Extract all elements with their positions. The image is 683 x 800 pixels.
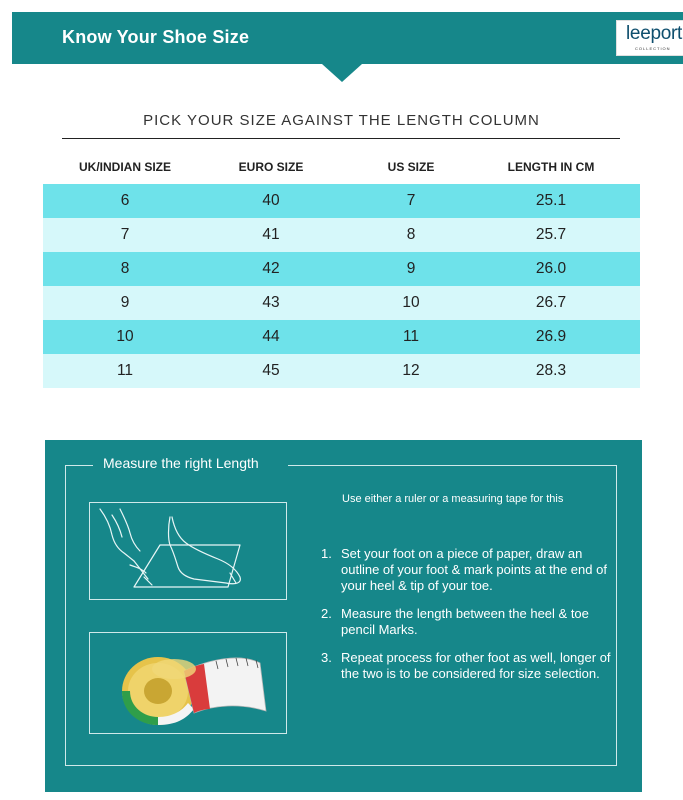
cell-length: 28.3 <box>535 362 567 379</box>
cell-us-size: 8 <box>406 226 416 243</box>
column-header-euro: EURO SIZE <box>238 160 304 174</box>
cell-euro-size: 43 <box>262 294 280 311</box>
cell-us-size: 10 <box>402 294 420 311</box>
cell-length: 26.9 <box>535 328 567 345</box>
column-header-uk: UK/INDIAN SIZE <box>78 160 171 174</box>
cell-uk-size: 9 <box>120 294 130 311</box>
table-row <box>43 286 640 320</box>
cell-euro-size: 42 <box>262 260 280 277</box>
page-title: Know Your Shoe Size <box>62 27 250 47</box>
table-row <box>43 354 640 388</box>
cell-uk-size: 10 <box>116 328 134 345</box>
tape-illustration <box>89 632 287 734</box>
header-banner <box>12 12 683 64</box>
heading-divider <box>62 138 620 139</box>
cell-length: 25.1 <box>535 192 567 209</box>
measure-instructions-panel <box>45 440 642 792</box>
measuring-tape-icon <box>90 633 286 733</box>
cell-us-size: 11 <box>402 328 420 345</box>
table-row <box>43 252 640 286</box>
logo-wordmark: leeport <box>626 23 682 44</box>
list-item <box>321 650 621 682</box>
cell-us-size: 9 <box>406 260 416 277</box>
banner-pointer <box>322 64 362 82</box>
cell-uk-size: 7 <box>120 226 130 243</box>
measure-tip: Use either a ruler or a measuring tape for this <box>342 493 564 505</box>
cell-euro-size: 41 <box>262 226 280 243</box>
step-text: Set your foot on a piece of paper, draw an outline of your foot & mark points at the end of your heel & tip of your toe. <box>341 546 607 593</box>
cell-euro-size: 45 <box>262 362 280 379</box>
frame-line <box>288 465 616 466</box>
step-number: 1. <box>321 546 332 561</box>
cell-euro-size: 44 <box>262 328 280 345</box>
instruction-steps <box>321 546 621 694</box>
table-heading: PICK YOUR SIZE AGAINST THE LENGTH COLUMN <box>143 112 540 129</box>
cell-length: 26.0 <box>535 260 567 277</box>
list-item <box>321 606 621 638</box>
table-row <box>43 218 640 252</box>
cell-us-size: 7 <box>406 192 416 209</box>
foot-illustration <box>89 502 287 600</box>
step-number: 3. <box>321 650 332 665</box>
table-row <box>43 320 640 354</box>
frame-line <box>65 465 93 466</box>
list-item <box>321 546 621 594</box>
step-text: Repeat process for other foot as well, longer of the two is to be considered for size selection. <box>341 650 611 681</box>
cell-euro-size: 40 <box>262 192 280 209</box>
cell-uk-size: 6 <box>120 192 130 209</box>
panel-title: Measure the right Length <box>103 455 259 471</box>
logo-subtitle: COLLECTION <box>635 46 671 51</box>
brand-logo <box>616 20 683 56</box>
cell-us-size: 12 <box>402 362 420 379</box>
cell-length: 25.7 <box>535 226 567 243</box>
cell-uk-size: 11 <box>116 362 134 379</box>
table-row <box>43 184 640 218</box>
cell-uk-size: 8 <box>120 260 130 277</box>
step-number: 2. <box>321 606 332 621</box>
column-header-us: US SIZE <box>387 160 435 174</box>
foot-outline-icon <box>90 503 286 599</box>
column-header-length: LENGTH IN CM <box>507 160 595 174</box>
cell-length: 26.7 <box>535 294 567 311</box>
step-text: Measure the length between the heel & toe pencil Marks. <box>341 606 589 637</box>
